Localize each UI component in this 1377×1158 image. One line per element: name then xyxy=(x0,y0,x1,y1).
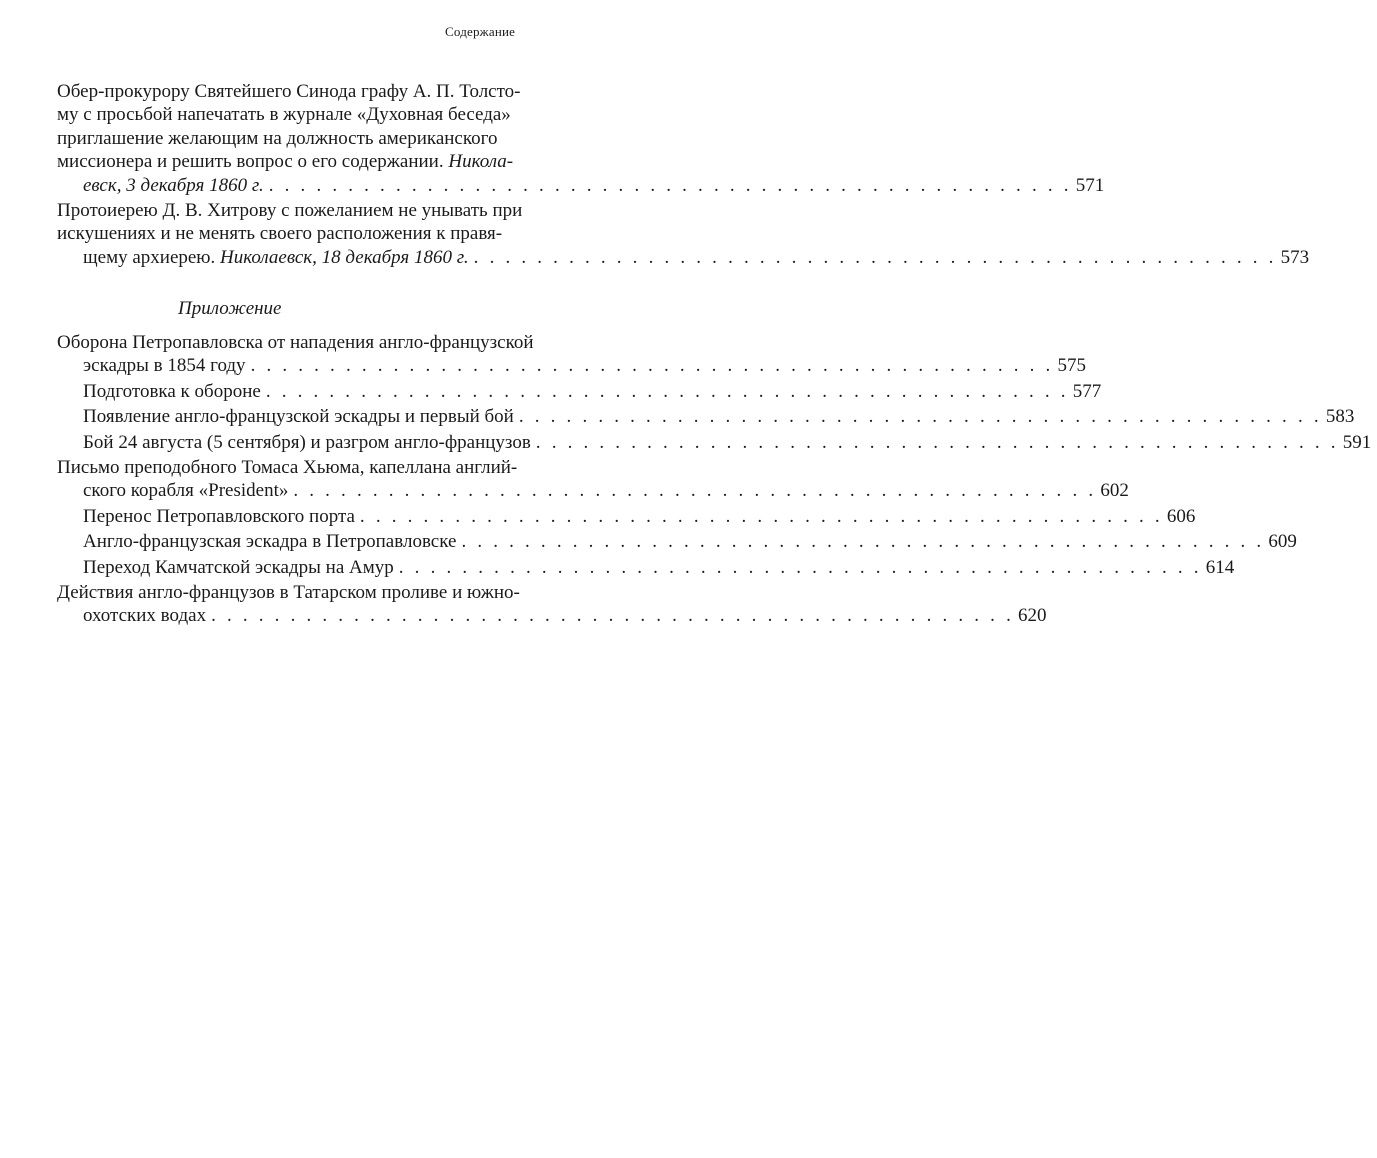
dot-leader: . . . . . . . . . . . . . . . . . . . . . . . . . . . . . . . . . . . . . . . . . . . . . . . . . . . xyxy=(398,556,1202,578)
toc-entry xyxy=(57,331,1087,378)
entry-line: искушениях и не менять своего расположения к правя- xyxy=(57,223,503,245)
entry-date: Николаевск, 18 декабря 1860 г. xyxy=(220,246,469,268)
page-number: 591 xyxy=(1342,431,1372,453)
entry-text: Бой 24 августа (5 сентября) и разгром англо-французов xyxy=(83,431,531,453)
dot-leader: . . . . . . . . . . . . . . . . . . . . . . . . . . . . . . . . . . . . . . . . . . . . . . . . . . . xyxy=(265,380,1069,402)
toc-entry xyxy=(57,380,1102,403)
entry-line: приглашение желающим на должность американского xyxy=(57,127,498,149)
toc-entry xyxy=(57,456,1129,503)
dot-leader: . . . . . . . . . . . . . . . . . . . . . . . . . . . . . . . . . . . . . . . . . . . . . . . . . . . xyxy=(518,406,1322,428)
toc-appendix xyxy=(57,331,1372,628)
entry-place: Никола- xyxy=(448,151,514,173)
entry-last-line xyxy=(83,174,1105,197)
toc-entry xyxy=(57,199,1310,269)
entry-text: Подготовка к обороне xyxy=(83,380,261,402)
page-number: 575 xyxy=(1057,355,1087,377)
entry-last-line xyxy=(83,556,1235,579)
dot-leader: . . . . . . . . . . . . . . . . . . . . . . . . . . . . . . . . . . . . . . . . . . . . . . . . . . . xyxy=(535,431,1339,453)
entry-line: Обер-прокурору Святейшего Синода графу А. П. Толсто- xyxy=(57,81,521,102)
dot-leader: . . . . . . . . . . . . . . . . . . . . . . . . . . . . . . . . . . . . . . . . . . . . . . . . . . . xyxy=(268,174,1072,196)
entry-last-line xyxy=(83,380,1102,403)
toc-entry xyxy=(57,505,1196,528)
dot-leader: . . . . . . . . . . . . . . . . . . . . . . . . . . . . . . . . . . . . . . . . . . . . . . . . . . . xyxy=(211,605,1015,627)
entry-text: Англо-французская эскадра в Петропавловске xyxy=(83,531,457,553)
page-number: 573 xyxy=(1280,246,1310,268)
entry-text: Переход Камчатской эскадры на Амур xyxy=(83,556,394,578)
entry-last-line xyxy=(83,530,1297,553)
toc-entry xyxy=(57,556,1235,579)
section-title: Приложение xyxy=(178,298,282,319)
toc-entry xyxy=(57,530,1297,553)
entry-line: Протоиерею Д. В. Хитрову с пожеланием не унывать при xyxy=(57,200,523,222)
entry-line: му с просьбой напечатать в журнале «Духовная беседа» xyxy=(57,104,511,126)
toc-entry xyxy=(57,431,1372,454)
dot-leader: . . . . . . . . . . . . . . . . . . . . . . . . . . . . . . . . . . . . . . . . . . . . . . . . . . . xyxy=(461,531,1265,553)
toc-entry xyxy=(57,581,1047,628)
entry-date: евск, 3 декабря 1860 г. xyxy=(83,174,264,196)
page-number: 602 xyxy=(1100,480,1129,502)
entry-last-line xyxy=(83,479,1129,502)
page-number: 583 xyxy=(1325,406,1355,428)
page-number: 606 xyxy=(1166,505,1196,527)
dot-leader: . . . . . . . . . . . . . . . . . . . . . . . . . . . . . . . . . . . . . . . . . . . . . . . . . . . xyxy=(359,505,1163,527)
entry-last-line xyxy=(83,604,1047,627)
dot-leader: . . . . . . . . . . . . . . . . . . . . . . . . . . . . . . . . . . . . . . . . . . . . . . . . . . . xyxy=(293,480,1097,502)
running-head: Содержание xyxy=(445,24,516,39)
entry-line: Действия англо-французов в Татарском проливе и южно- xyxy=(57,582,520,604)
entry-last-line xyxy=(83,431,1372,454)
entry-last-line xyxy=(83,405,1355,428)
entry-text: охотских водах xyxy=(83,605,207,627)
entry-text: Перенос Петропавловского порта xyxy=(83,505,355,527)
page-number: 609 xyxy=(1268,531,1297,553)
toc-entry xyxy=(57,405,1355,428)
page-number: 620 xyxy=(1018,605,1047,627)
entry-last-line xyxy=(83,354,1087,377)
entry-last-line xyxy=(83,505,1196,528)
page-number: 614 xyxy=(1205,556,1235,578)
entry-text: миссионера и решить вопрос о его содержании. xyxy=(57,151,449,173)
toc-entry xyxy=(57,80,1105,197)
entry-text: Появление англо-французской эскадры и первый бой xyxy=(83,406,514,428)
entry-line: Оборона Петропавловска от нападения англо-французской xyxy=(57,332,534,353)
entry-text: щему архиерею. xyxy=(83,246,220,268)
dot-leader: . . . . . . . . . . . . . . . . . . . . . . . . . . . . . . . . . . . . . . . . . . . . . . . . . . . xyxy=(473,246,1277,268)
page-number: 577 xyxy=(1072,380,1102,402)
page-number: 571 xyxy=(1075,174,1105,196)
entry-last-line xyxy=(83,246,1310,269)
toc-letters xyxy=(57,80,1310,269)
entry-text: эскадры в 1854 году xyxy=(83,355,246,377)
dot-leader: . . . . . . . . . . . . . . . . . . . . . . . . . . . . . . . . . . . . . . . . . . . . . . . . . . . xyxy=(250,355,1054,377)
entry-text: ского корабля «President» xyxy=(83,480,289,502)
entry-line xyxy=(57,150,635,173)
entry-line: Письмо преподобного Томаса Хьюма, капеллана англий- xyxy=(57,457,518,479)
